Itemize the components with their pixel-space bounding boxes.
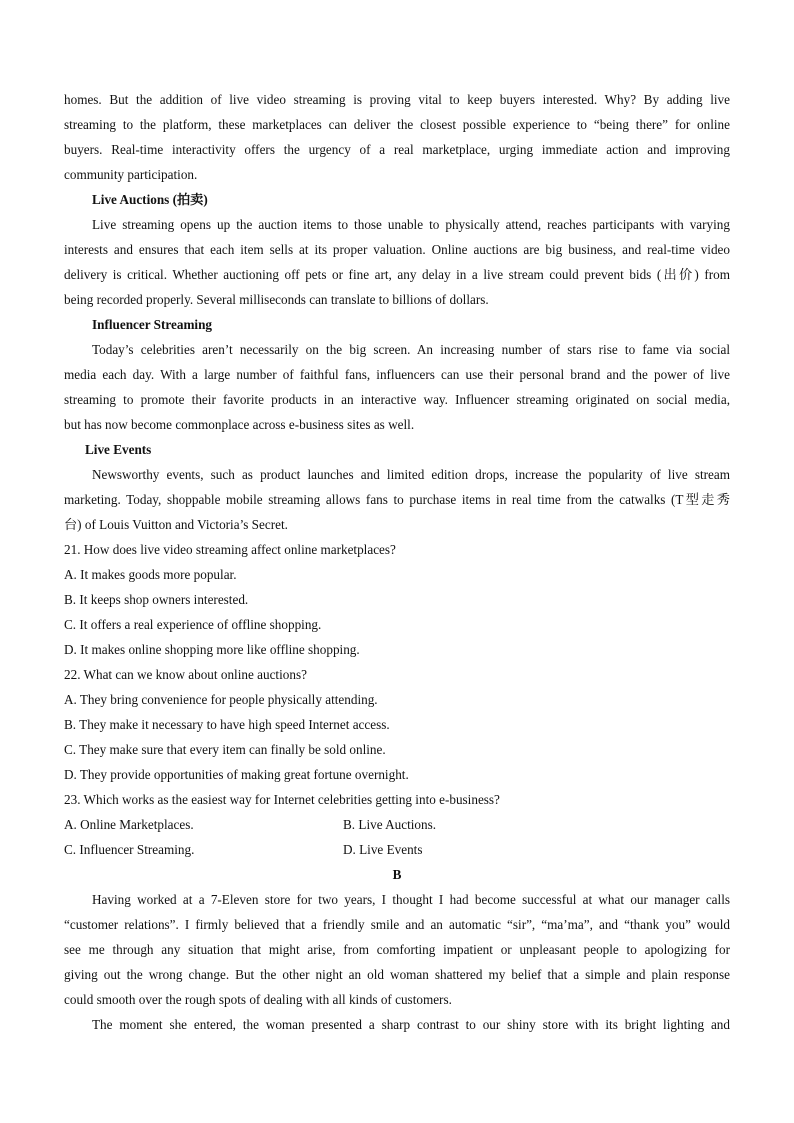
text-line: delivery is critical. Whether auctioning off pets or fine art, any delay in a live stream could prevent bids (出价) from [64, 267, 730, 282]
text-line: streaming to the platform, these marketplaces can deliver the closest possible experience to “being there” for online [64, 117, 730, 132]
section-live-events [64, 437, 730, 537]
answer-option[interactable]: A. They bring convenience for people physically attending. [64, 692, 378, 707]
text-line: marketing. Today, shoppable mobile streaming allows fans to purchase items in real time from the catwalks (T型走秀 [64, 492, 730, 507]
text-line: Having worked at a 7-Eleven store for two years, I thought I had become successful at what our manager calls [92, 892, 730, 907]
text-line: The moment she entered, the woman presented a sharp contrast to our shiny store with its bright lighting and [92, 1017, 730, 1032]
text-line: streaming to promote their favorite products in an interactive way. Influencer streaming originated on social media, [64, 392, 730, 407]
question-stem: 21. How does live video streaming affect online marketplaces? [64, 542, 396, 557]
section-heading: Live Auctions (拍卖) [92, 192, 208, 207]
answer-option[interactable]: B. It keeps shop owners interested. [64, 592, 249, 607]
question-22 [64, 662, 730, 787]
answer-option[interactable]: C. It offers a real experience of offline shopping. [64, 617, 322, 632]
text-line: homes. But the addition of live video streaming is proving vital to keep buyers interested. Why? By adding live [64, 92, 730, 107]
answer-option[interactable]: D. They provide opportunities of making great fortune overnight. [64, 767, 409, 782]
question-21 [64, 537, 730, 662]
answer-option[interactable]: A. It makes goods more popular. [64, 567, 237, 582]
text-line: Newsworthy events, such as product launches and limited edition drops, increase the popularity of live stream [92, 467, 730, 482]
text-line: see me through any situation that might arise, from comforting impatient or unpleasant people to apologizing for [64, 942, 730, 957]
answer-option[interactable]: B. Live Auctions. [343, 817, 437, 832]
section-influencer-streaming [64, 312, 730, 437]
section-heading: Influencer Streaming [92, 317, 213, 332]
text-line: being recorded properly. Several milliseconds can translate to billions of dollars. [64, 292, 489, 307]
answer-option[interactable]: D. Live Events [343, 842, 423, 857]
text-line: Live streaming opens up the auction items to those unable to physically attend, reaches participants with varying [92, 217, 730, 232]
passage-b [64, 862, 730, 1037]
text-line: buyers. Real-time interactivity offers the urgency of a real marketplace, urging immediate action and improving [64, 142, 730, 157]
text-line: media each day. With a large number of faithful fans, influencers can use their personal brand and the power of live [64, 367, 730, 382]
passage-label: B [392, 867, 402, 882]
question-stem: 22. What can we know about online auctions? [64, 667, 307, 682]
question-23 [64, 787, 730, 862]
answer-option[interactable]: D. It makes online shopping more like offline shopping. [64, 642, 360, 657]
text-line: Today’s celebrities aren’t necessarily on the big screen. An increasing number of stars rise to fame via social [92, 342, 730, 357]
passage-a-intro [64, 87, 730, 187]
section-live-auctions [64, 187, 730, 312]
text-line: interests and ensures that each item sells at its proper valuation. Online auctions are big business, and real-time video [64, 242, 730, 257]
answer-option[interactable]: B. They make it necessary to have high speed Internet access. [64, 717, 390, 732]
text-line: but has now become commonplace across e-business sites as well. [64, 417, 415, 432]
text-line: “customer relations”. I firmly believed that a friendly smile and an automatic “sir”, “ma’ma”, and “thank you” would [64, 917, 730, 932]
text-line: community participation. [64, 167, 198, 182]
question-stem: 23. Which works as the easiest way for Internet celebrities getting into e-business? [64, 792, 500, 807]
option-row [64, 812, 730, 837]
text-line: could smooth over the rough spots of dealing with all kinds of customers. [64, 992, 452, 1007]
answer-option[interactable]: C. They make sure that every item can finally be sold online. [64, 742, 386, 757]
answer-option[interactable]: A. Online Marketplaces. [64, 817, 194, 832]
text-line: giving out the wrong change. But the other night an old woman shattered my belief that a simple and plain response [64, 967, 730, 982]
option-row [64, 837, 730, 862]
exam-page [64, 87, 730, 1037]
text-line: 台) of Louis Vuitton and Victoria’s Secret. [64, 517, 288, 532]
section-heading: Live Events [85, 442, 152, 457]
answer-option[interactable]: C. Influencer Streaming. [64, 842, 195, 857]
